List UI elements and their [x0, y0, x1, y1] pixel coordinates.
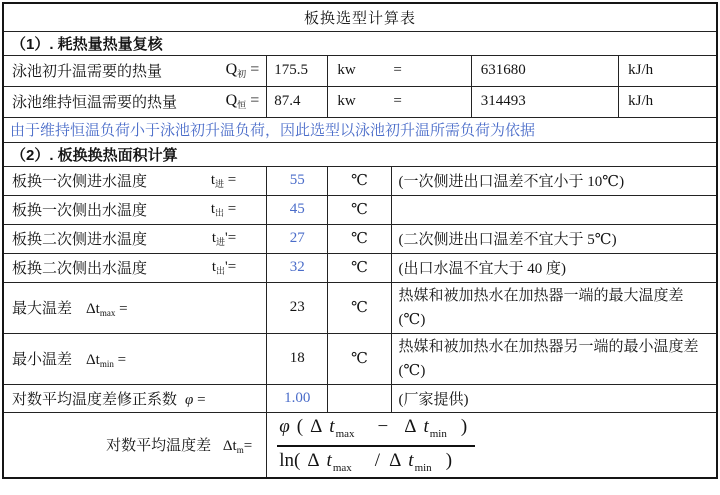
value-cell: 18: [267, 333, 328, 384]
celsius-unit: ℃: [328, 333, 391, 384]
formula-numerator: φ ( Δ $t_{max} - \Delta$ $t_{min}$ ): [277, 415, 475, 447]
row-symbol: $Q_初$ =: [225, 61, 260, 79]
row-label-cell: [3, 224, 267, 253]
remark-cell: (厂家提供): [391, 384, 717, 412]
row-symbol: $t_进'=$: [211, 229, 237, 247]
table-row: [3, 117, 717, 142]
formula-denominator: ln( Δ $t_{max}$ / Δ $t_{min}$ ): [279, 450, 453, 475]
row-symbol: φ =: [185, 391, 206, 408]
unit-label: kJ/h: [619, 55, 717, 86]
converted-value-cell: 314493: [471, 86, 618, 117]
row-label: 对数平均温度差: [106, 438, 212, 455]
row-label-cell: [3, 253, 267, 282]
row-label: 板换二次侧出水温度: [12, 261, 148, 277]
celsius-unit: ℃: [328, 282, 391, 333]
table-row: [3, 86, 717, 117]
remark-cell: (出口水温不宜大于 40 度): [391, 253, 717, 282]
row-label: 对数平均温度差修正系数: [12, 391, 178, 408]
row-label-cell: [3, 282, 267, 333]
remark-cell: [391, 195, 717, 224]
value-cell: 45: [267, 195, 328, 224]
equals-sign: =: [393, 93, 402, 109]
row-label: 板换一次侧进水温度: [12, 174, 148, 190]
table-row: [3, 3, 717, 31]
value-cell: 32: [267, 253, 328, 282]
celsius-unit: ℃: [328, 195, 391, 224]
table-row: [3, 253, 717, 282]
celsius-unit: ℃: [328, 253, 391, 282]
value-cell: 55: [267, 166, 328, 195]
equals-sign: =: [393, 62, 402, 78]
table-row: [3, 224, 717, 253]
row-label: 最大温差: [12, 301, 73, 317]
row-symbol: $\Delta t_{max}$ =: [86, 301, 128, 318]
table-row: [3, 195, 717, 224]
row-symbol: $t_进$ =: [210, 171, 237, 189]
converted-value-cell: 631680: [471, 55, 618, 86]
value-cell: 87.4: [267, 86, 328, 117]
row-symbol: $t_出$ =: [210, 200, 237, 218]
row-symbol: $\Delta t_{min}$ =: [86, 352, 127, 369]
row-symbol: $\Delta t_m=$: [222, 438, 253, 456]
value-cell: 23: [267, 282, 328, 333]
row-label-cell: [3, 412, 267, 478]
row-label: 泳池初升温需要的热量: [12, 64, 163, 80]
row-label-cell: [3, 55, 267, 86]
table-row: [3, 142, 717, 166]
value-cell: 1.00: [267, 384, 328, 412]
row-label-cell: [3, 195, 267, 224]
unit-label: kJ/h: [619, 86, 717, 117]
row-symbol: $t_出'=$: [211, 258, 237, 276]
page-title: 板换选型计算表: [3, 3, 717, 31]
remark-cell: 热媒和被加热水在加热器另一端的最小温度差(℃): [391, 333, 717, 384]
row-label: 最小温差: [12, 352, 73, 368]
table-row: [3, 55, 717, 86]
value-cell: 27: [267, 224, 328, 253]
row-label: 板换二次侧进水温度: [12, 232, 148, 248]
row-label-cell: [3, 333, 267, 384]
formula-fraction: [277, 415, 475, 474]
lmtd-formula-cell: [267, 412, 717, 478]
section-2-heading: （2）. 板换换热面积计算: [3, 142, 717, 166]
celsius-unit: [328, 384, 391, 412]
table-row: [3, 31, 717, 55]
remark-cell: (一次侧进出口温差不宜小于 10℃): [391, 166, 717, 195]
row-label-cell: [3, 166, 267, 195]
row-symbol: $Q_恒$ =: [225, 92, 260, 110]
remark-cell: (二次侧进出口温差不宜大于 5℃): [391, 224, 717, 253]
table-row: [3, 412, 717, 478]
value-cell: 175.5: [267, 55, 328, 86]
section-1-heading: （1）. 耗热量热量复核: [3, 31, 717, 55]
celsius-unit: ℃: [328, 166, 391, 195]
table-row: [3, 166, 717, 195]
row-label-cell: [3, 384, 267, 412]
unit-label: kw: [337, 62, 356, 78]
table-row: [3, 333, 717, 384]
table-row: [3, 384, 717, 412]
conclusion-note: 由于维持恒温负荷小于泳池初升温负荷，因此选型以泳池初升温所需负荷为依据: [3, 117, 717, 142]
calculation-table: [2, 2, 718, 479]
remark-cell: 热媒和被加热水在加热器一端的最大温度差(℃): [391, 282, 717, 333]
unit-eq-cell: [328, 55, 471, 86]
celsius-unit: ℃: [328, 224, 391, 253]
unit-eq-cell: [328, 86, 471, 117]
row-label: 泳池维持恒温需要的热量: [12, 95, 178, 111]
table-row: [3, 282, 717, 333]
row-label: 板换一次侧出水温度: [12, 203, 148, 219]
unit-label: kw: [337, 93, 356, 109]
row-label-cell: [3, 86, 267, 117]
